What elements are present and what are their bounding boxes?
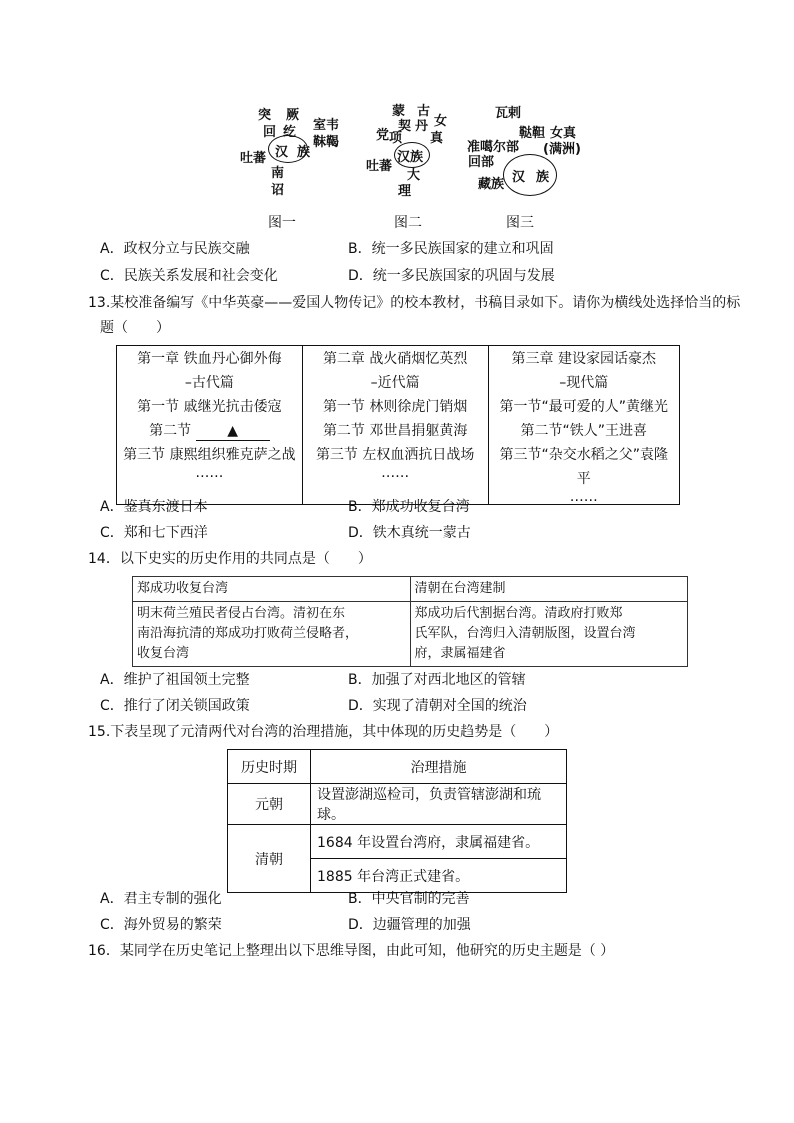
fig2-label: 女	[434, 114, 448, 129]
fig2-label: 蒙	[392, 104, 406, 119]
q13-contents-table	[116, 345, 680, 505]
q13-option-c[interactable]: C．郑和七下西洋	[100, 525, 208, 541]
fig2-caption: 图二	[394, 215, 422, 231]
blank-marker: ▲	[227, 423, 238, 439]
chapter-1-item: 第一节 戚继光抗击倭寇	[137, 399, 282, 415]
q15-measure: 1684 年设置台湾府，隶属福建省。	[311, 825, 567, 859]
chapter-3-title: 第三章 建设家园话豪杰	[511, 351, 656, 367]
fig1-label: 靺鞨	[313, 135, 340, 150]
fig2-label: 汉族	[397, 150, 424, 165]
q14-option-c[interactable]: C．推行了闭关锁国政策	[100, 698, 250, 714]
fig3-label: 准噶尔部	[467, 140, 520, 155]
q13-option-b[interactable]: B．郑成功收复台湾	[348, 499, 470, 515]
fig2-label: 契	[398, 119, 412, 134]
fig2-label: 丹	[415, 119, 429, 134]
fig1-label: 吐蕃	[240, 151, 267, 166]
q15-period: 清朝	[228, 825, 311, 893]
fig2-label: 党	[376, 128, 390, 143]
q14-table	[132, 576, 688, 667]
chapter-3-sub: –现代篇	[559, 375, 609, 391]
q15-header-period: 历史时期	[228, 750, 311, 784]
q14-cell-line: 郑成功后代割据台湾。清政府打败郑	[414, 606, 623, 621]
q14-cell-line: 收复台湾	[137, 646, 190, 661]
fig1-label: 纥	[283, 125, 297, 140]
chapter-3	[488, 346, 679, 505]
q15-stem: 15.下表呈现了元清两代对台湾的治理措施，其中体现的历史趋势是（ ）	[88, 724, 559, 740]
q15-header-measure: 治理措施	[311, 750, 567, 784]
q14-option-b[interactable]: B．加强了对西北地区的管辖	[348, 672, 526, 688]
chapter-2-item: 第二节 邓世昌捐躯黄海	[322, 423, 468, 439]
q16-stem: 16．某同学在历史笔记上整理出以下思维导图，由此可知，他研究的历史主题是（ ）	[88, 943, 615, 959]
chapter-1-ellipsis: ……	[195, 465, 224, 481]
q14-cell	[133, 602, 411, 667]
q12-option-b[interactable]: B．统一多民族国家的建立和巩固	[348, 241, 554, 257]
chapter-1	[117, 346, 303, 505]
fig1-label: 厥	[286, 108, 300, 123]
q14-header: 郑成功收复台湾	[133, 577, 411, 602]
q15-option-d[interactable]: D．边疆管理的加强	[348, 917, 471, 933]
q12-option-a[interactable]: A．政权分立与民族交融	[100, 241, 250, 257]
fig3-label: 女真	[550, 126, 577, 141]
fig2-label: 项	[389, 131, 403, 146]
chapter-3-ellipsis: ……	[569, 489, 598, 505]
chapter-1-item-label: 第二节	[149, 423, 196, 439]
chapter-2-sub: –近代篇	[370, 375, 420, 391]
fig3-label: 汉	[512, 170, 526, 185]
chapter-2	[302, 346, 488, 505]
fig2-label: 吐蕃	[366, 159, 393, 174]
chapter-3-item: 第二节“铁人”王进喜	[520, 423, 648, 439]
q15-measure: 1885 年台湾正式建省。	[311, 859, 567, 893]
q15-table	[227, 749, 567, 893]
fig1-label: 南	[271, 166, 285, 181]
fig2-label: 真	[430, 131, 444, 146]
fig2-label: 古	[417, 104, 431, 119]
fig3-label: 鞑靼	[519, 126, 546, 141]
fig1-label: 室韦	[313, 118, 340, 133]
chapter-1-sub: –古代篇	[184, 375, 234, 391]
q15-option-b[interactable]: B．中央官制的完善	[348, 891, 470, 907]
fig3-caption: 图三	[506, 215, 534, 231]
chapter-2-title: 第二章 战火硝烟忆英烈	[322, 351, 468, 367]
chapter-1-item: 第三节 康熙组织雅克萨之战	[123, 447, 296, 463]
q14-cell	[410, 602, 688, 667]
q14-cell-line: 府，隶属福建省	[414, 646, 506, 661]
q12-option-d[interactable]: D．统一多民族国家的巩固与发展	[348, 268, 555, 284]
fig1-label: 族	[297, 145, 311, 160]
q15-option-c[interactable]: C．海外贸易的繁荣	[100, 917, 222, 933]
q14-option-a[interactable]: A．维护了祖国领土完整	[100, 672, 250, 688]
fig2-label: 理	[398, 184, 412, 199]
q14-cell-line: 明末荷兰殖民者侵占台湾。清初在东	[137, 606, 346, 621]
q14-option-d[interactable]: D．实现了清朝对全国的统治	[348, 698, 527, 714]
q15-measure: 设置澎湖巡检司，负责管辖澎湖和琉球。	[311, 784, 567, 825]
q14-cell-line: 南沿海抗清的郑成功打败荷兰侵略者，	[137, 626, 359, 641]
q13-option-d[interactable]: D．铁木真统一蒙古	[348, 525, 471, 541]
q13-stem-line2: 题（ ）	[100, 320, 170, 336]
q15-period: 元朝	[228, 784, 311, 825]
chapter-2-ellipsis: ……	[381, 465, 410, 481]
answer-blank	[196, 422, 270, 441]
q12-option-c[interactable]: C．民族关系发展和社会变化	[100, 268, 278, 284]
q13-option-a[interactable]: A．鉴真东渡日本	[100, 499, 208, 515]
q15-option-a[interactable]: A．君主专制的强化	[100, 891, 222, 907]
chapter-1-title: 第一章 铁血丹心御外侮	[137, 351, 282, 367]
q14-cell-line: 氏军队，台湾归入清朝版图，设置台湾	[414, 626, 636, 641]
fig3-label: (满洲)	[543, 142, 581, 157]
fig1-caption: 图一	[268, 215, 296, 231]
chapter-3-item: 第三节“杂交水稻之父”袁隆平	[499, 447, 669, 487]
fig2-label: 大	[407, 168, 421, 183]
fig3-label: 瓦剌	[495, 106, 522, 121]
fig3-label: 回部	[468, 155, 495, 170]
q14-stem: 14．以下史实的历史作用的共同点是（ ）	[88, 551, 372, 567]
chapter-1-item-blank	[121, 419, 298, 443]
fig3-label: 族	[536, 170, 550, 185]
q13-stem-line1: 13.某校准备编写《中华英豪——爱国人物传记》的校本教材，书稿目录如下。请你为横线处选择恰当的标	[88, 295, 741, 311]
chapter-3-item: 第一节“最可爱的人”黄继光	[499, 399, 669, 415]
fig1-label: 诏	[271, 183, 285, 198]
fig3-label: 藏族	[478, 177, 505, 192]
q14-header: 清朝在台湾建制	[410, 577, 688, 602]
chapter-2-item: 第一节 林则徐虎门销烟	[322, 399, 468, 415]
fig1-label: 回	[263, 125, 277, 140]
fig1-label: 汉	[275, 145, 289, 160]
chapter-2-item: 第三节 左权血洒抗日战场	[315, 447, 475, 463]
fig1-label: 突	[258, 108, 272, 123]
